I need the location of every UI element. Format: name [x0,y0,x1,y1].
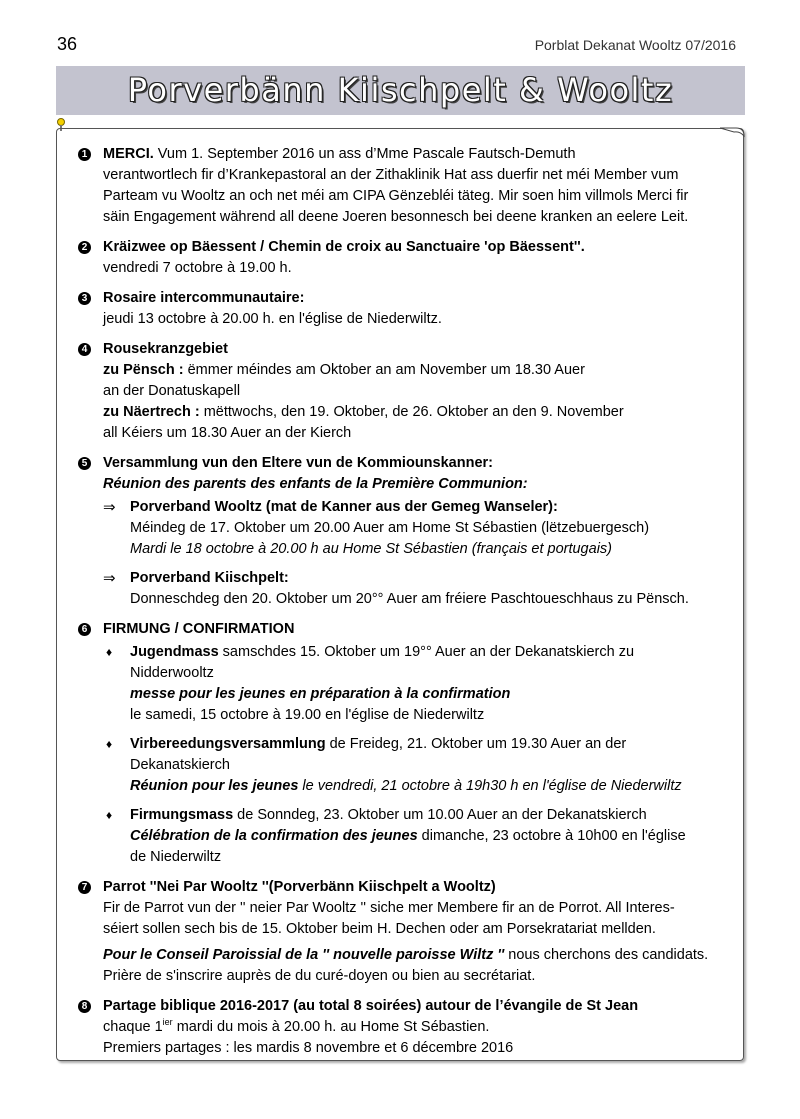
item-number: 7 [78,881,91,894]
title-banner [56,66,745,115]
item-text: chaque 1 [103,1019,163,1035]
item-subtitle: Réunion des parents des enfants de la Première Communion: [103,476,528,492]
item-text: Parteam vu Wooltz an och net méi am CIPA Gënzebléi täteg. Mir soen him villmols Merci fir [103,188,689,204]
sub-item-wooltz [103,497,738,560]
item-number: 4 [78,343,91,356]
sub-item-text: Nidderwooltz [130,665,214,681]
item-text: Prière de s'inscrire auprès de du curé-doyen ou bien au secrétariat. [103,968,536,984]
sub-item-text: dimanche, 23 octobre à 10h00 en l'église [417,828,686,844]
sub-item-text: Donneschdeg den 20. Oktober um 20°° Auer am fréiere Paschtoueschhaus zu Pënsch. [130,591,689,607]
page-curl-icon [720,122,746,138]
sub-item-virbereedung [103,734,738,797]
item-title: FIRMUNG / CONFIRMATION [103,621,295,637]
item-text: jeudi 13 octobre à 20.00 h. en l'église de Niederwiltz. [103,311,442,327]
news-item-versammlung [78,453,738,610]
sub-item-text: Méindeg de 17. Oktober um 20.00 Auer am Home St Sébastien (lëtzebuergesch) [130,520,650,536]
sub-item-text: Célébration de la confirmation des jeunes [130,828,418,844]
item-label: zu Pënsch : [103,362,184,378]
item-number: 3 [78,292,91,305]
sub-item-text: de Niederwiltz [130,849,222,865]
item-text: Vum 1. September 2016 un ass d’Mme Pascale Fautsch-Demuth [153,146,576,162]
sub-item-kiischpelt [103,568,738,610]
item-text: an der Donatuskapell [103,383,241,399]
item-text: Premiers partages : les mardis 8 novembre et 6 décembre 2016 [103,1040,514,1056]
item-title: Parrot ''Nei Par Wooltz ''(Porverbänn Kiischpelt a Wooltz) [103,879,496,895]
item-number: 5 [78,457,91,470]
sub-item-text: Dekanatskierch [130,757,230,773]
news-item-merci [78,144,738,228]
page-number: 36 [57,34,78,54]
item-text: mardi du mois à 20.00 h. au Home St Sébastien. [172,1019,490,1035]
news-item-partage-biblique [78,996,738,1059]
item-text: Fir de Parrot vun der '' neier Par Wooltz '' siche mer Membere fir an de Porrot. All Interes- [103,900,675,916]
item-title: Versammlung vun den Eltere vun de Kommiounskanner: [103,455,493,471]
diamond-icon: ♦ [106,737,113,751]
item-text: ëmmer méindes am Oktober an am November um 18.30 Auer [183,362,585,378]
sub-item-title: Porverband Kiischpelt: [130,570,289,586]
item-text: nous cherchons des candidats. [504,947,709,963]
news-item-rousekranzgebiet [78,339,738,444]
sub-item-firmungsmass [103,805,738,868]
item-title: Kräizwee op Bäessent / Chemin de croix au Sanctuaire 'op Bäessent''. [103,239,585,255]
news-list [78,144,738,1068]
item-number: 1 [78,148,91,161]
sub-item-title: Porverband Wooltz (mat de Kanner aus der Gemeg Wanseler): [130,499,558,515]
item-number: 8 [78,1000,91,1013]
item-text: Pour le Conseil Paroissial de la '' nouvelle paroisse Wiltz '' [103,947,505,963]
sub-item-text: le vendredi, 21 octobre à 19h30 h en l'église de Niederwiltz [298,778,682,794]
sub-item-title: Firmungsmass [130,807,234,823]
news-item-kraizwee [78,237,738,279]
item-number: 6 [78,623,91,636]
item-text-superscript: ier [162,1017,173,1028]
arrow-icon: ⇒ [103,570,116,587]
item-text: séiert sollen sech bis de 15. Oktober beim H. Dechen oder am Porsekratariat mellden. [103,921,656,937]
item-number: 2 [78,241,91,254]
sub-item-title: Virbereedungsversammlung [130,736,326,752]
banner-title: Porverbänn Kiischpelt & Wooltz [127,71,674,109]
item-label: zu Näertrech : [103,404,200,420]
item-title: MERCI. [103,146,154,162]
sub-item-text: Mardi le 18 octobre à 20.00 h au Home St Sébastien (français et portugais) [130,541,612,557]
news-item-rosaire [78,288,738,330]
diamond-icon: ♦ [106,808,113,822]
sub-item-text: Réunion pour les jeunes [130,778,299,794]
diamond-icon: ♦ [106,645,113,659]
sub-item-text: de Sonndeg, 23. Oktober um 10.00 Auer an der Dekanatskierch [233,807,647,823]
sub-item-title: Jugendmass [130,644,219,660]
arrow-icon: ⇒ [103,499,116,516]
sub-item-text: le samedi, 15 octobre à 19.00 en l'église de Niederwiltz [130,707,485,723]
news-item-firmung [78,619,738,868]
item-text: säin Engagement während all deene Joeren besonnesch bei deene kranken an eelere Leit. [103,209,689,225]
sub-item-text: samschdes 15. Oktober um 19°° Auer an der Dekanatskierch zu [218,644,635,660]
sub-item-text: messe pour les jeunes en préparation à la confirmation [130,686,511,702]
item-title: Rousekranzgebiet [103,341,228,357]
news-item-parrot [78,877,738,987]
item-text: verantwortlech fir d’Krankepastoral an der Zithaklinik Hat ass duerfir net méi Member vum [103,167,679,183]
item-text: all Kéiers um 18.30 Auer an der Kierch [103,425,352,441]
item-text: mëttwochs, den 19. Oktober, de 26. Oktober an den 9. November [199,404,624,420]
sub-item-jugendmass [103,642,738,726]
item-title: Partage biblique 2016-2017 (au total 8 soirées) autour de l’évangile de St Jean [103,998,639,1014]
sub-item-text: de Freideg, 21. Oktober um 19.30 Auer an der [325,736,627,752]
bulletin-title: Porblat Dekanat Wooltz 07/2016 [534,37,736,53]
item-title: Rosaire intercommunautaire: [103,290,305,306]
item-text: vendredi 7 octobre à 19.00 h. [103,260,292,276]
